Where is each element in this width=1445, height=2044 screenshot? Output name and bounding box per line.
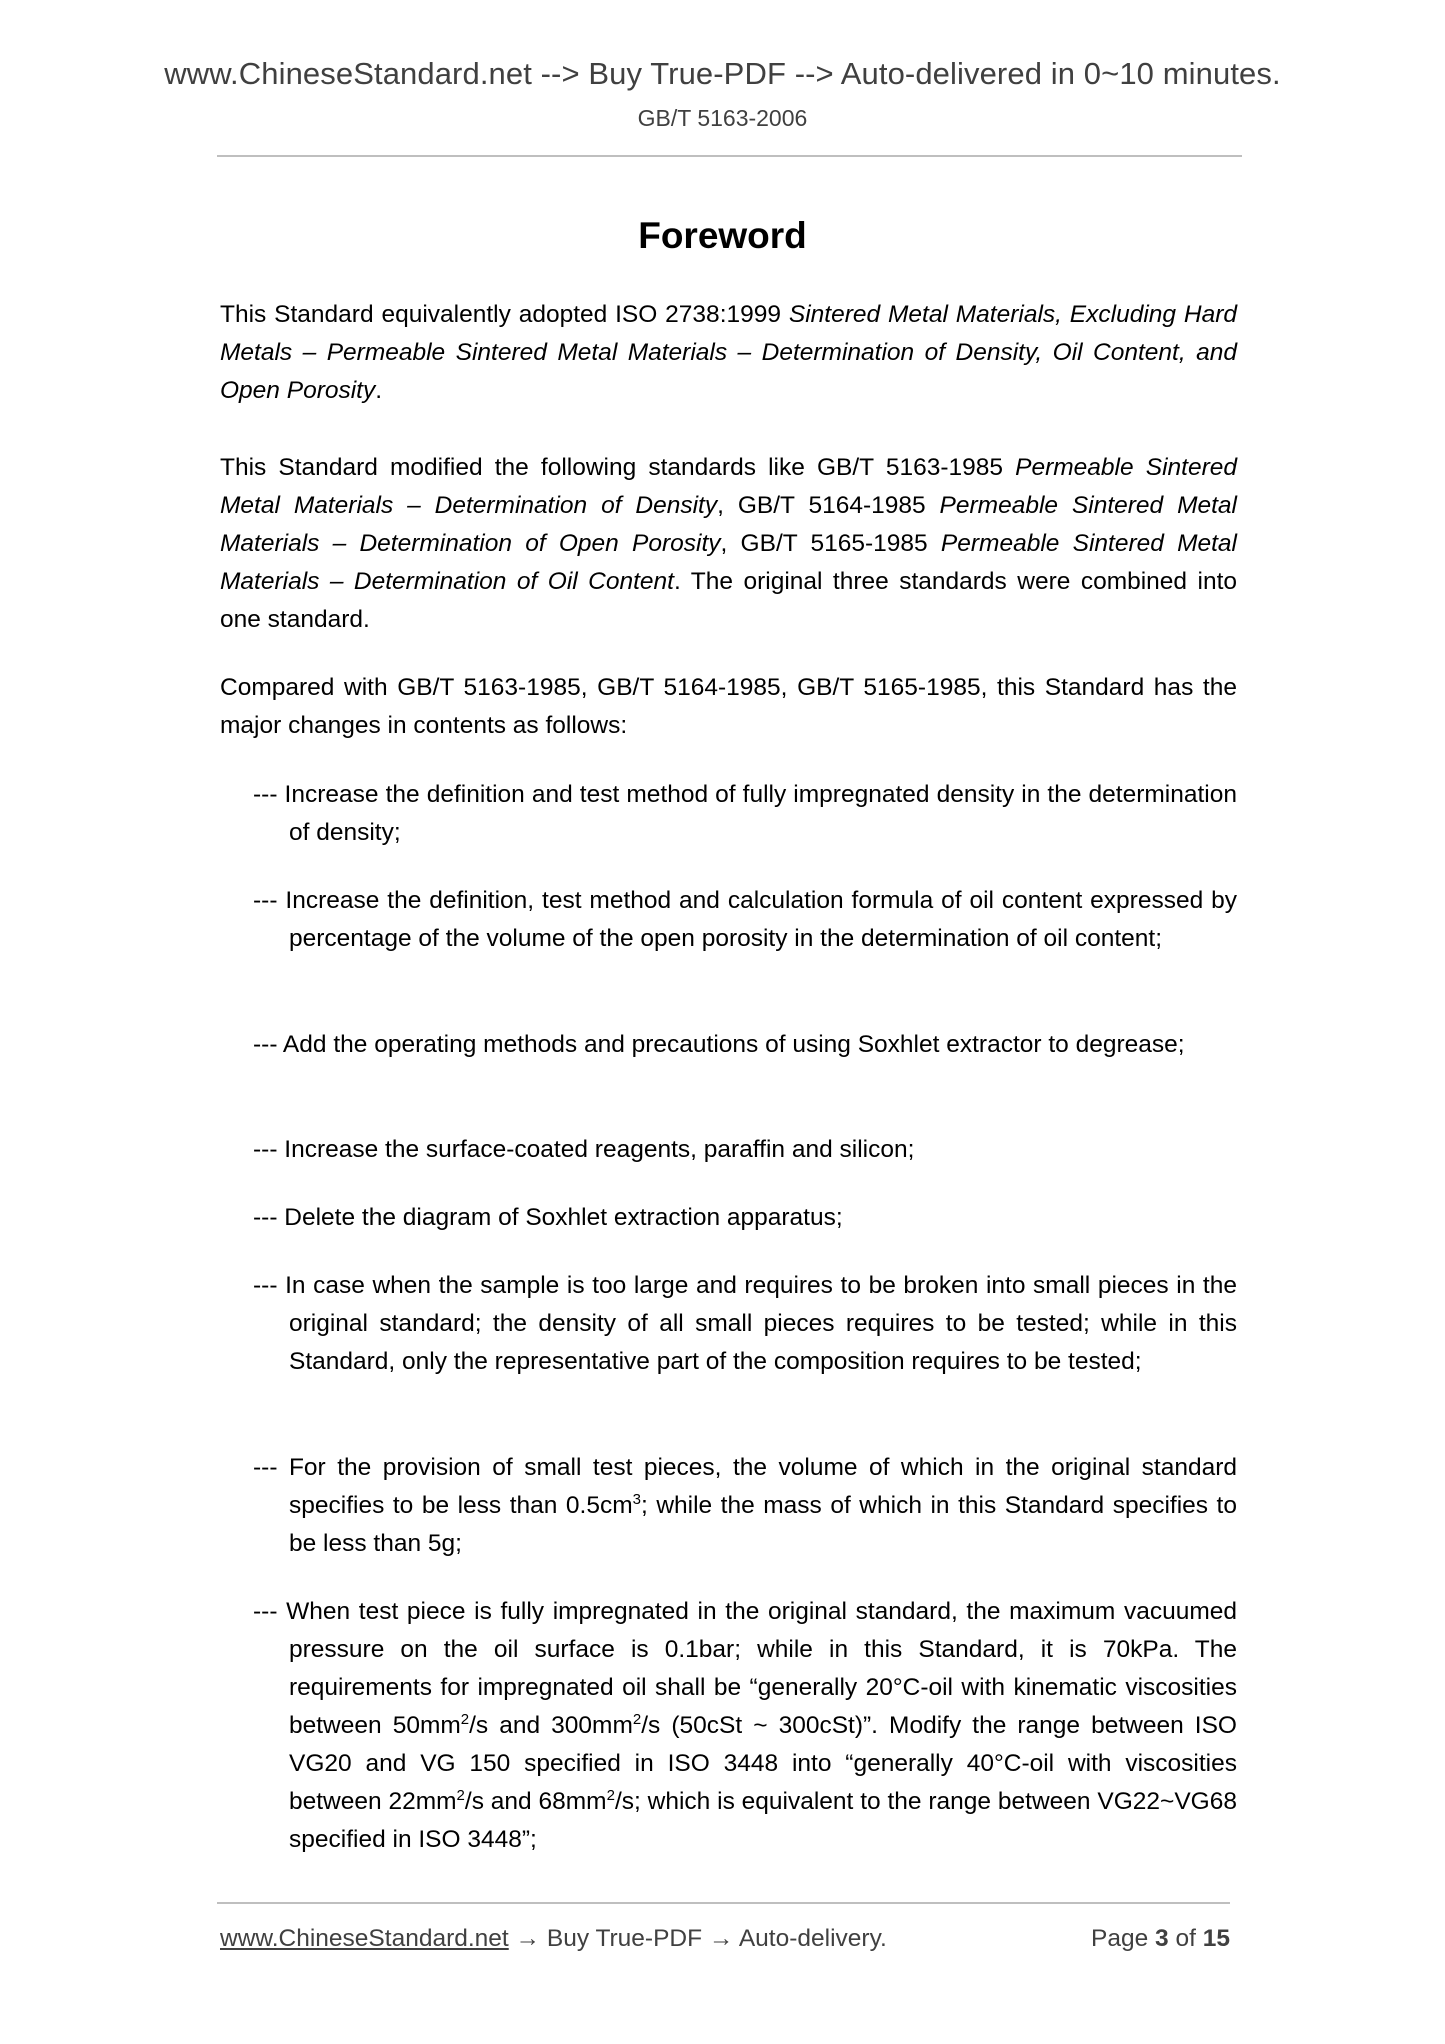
superscript: 2 [456,1786,465,1804]
text: /s and 300mm [469,1712,633,1739]
change-item [253,1593,1237,1859]
standard-title: Permeable Sintered Metal Materials – Determination of Oil Content [220,530,1237,595]
text: --- When test piece is fully impregnated in the original standard, the maximum vacuumed pressure on the oil surface is 0.1bar; while in this Standard, it is 70kPa. The requirements for impregnated oil shall be “generally 20°C-oil with kinematic viscosities between 50mm [253,1598,1237,1739]
change-item: --- Delete the diagram of Soxhlet extraction apparatus; [253,1204,843,1231]
footer [220,1925,1230,1953]
paragraph-comparison [220,669,1237,745]
footer-promo [220,1925,887,1953]
paragraph-adoption [220,296,1237,410]
change-item: --- In case when the sample is too large and requires to be broken into small pieces in the original standard; the density of all small pieces requires to be tested; while in this Standard, only the representative part of the composition requires to be tested; [253,1272,1237,1375]
change-item: --- Increase the surface-coated reagents, paraffin and silicon; [253,1136,915,1163]
superscript: 3 [632,1490,641,1508]
total-pages: 15 [1202,1925,1230,1952]
text: . [375,377,383,404]
change-item: --- Add the operating methods and precautions of using Soxhlet extractor to degrease; [253,1031,1185,1058]
website-link[interactable]: www.ChineseStandard.net [220,1925,509,1952]
change-item: --- Increase the definition and test method of fully impregnated density in the determination of density; [253,781,1237,846]
page-title: Foreword [638,215,807,256]
arrow-right-icon: → [508,1925,547,1952]
change-item: --- Increase the definition, test method and calculation formula of oil content expressed by percentage of the volume of the open porosity in the determination of oil content; [253,887,1237,952]
header-banner: www.ChineseStandard.net --> Buy True-PDF --> Auto-delivered in 0~10 minutes. [164,56,1281,91]
iso-title: Sintered Metal Materials, Excluding Hard Metals – Permeable Sintered Metal Materials – Determination of Density, Oil Content, and Open Porosity [220,301,1237,404]
superscript: 2 [606,1786,615,1804]
text: /s; which is equivalent to the range between VG22~VG68 specified in ISO 3448”; [289,1788,1237,1853]
footer-divider [217,1902,1230,1904]
superscript: 2 [460,1710,470,1728]
footer-buy-text: Buy True-PDF [546,1925,703,1952]
document-code: GB/T 5163-2006 [637,105,808,131]
superscript: 2 [632,1710,642,1728]
paragraph-modified-standards [220,449,1237,639]
page-number [1091,1925,1230,1953]
text: ; while the mass of which in this Standard specifies to be less than 5g; [289,1492,1237,1557]
text: Compared with GB/T 5163-1985, GB/T 5164-1985, GB/T 5165-1985, this Standard has the major changes in contents as follows: [220,674,1237,739]
header-divider [217,155,1242,157]
text: /s (50cSt ~ 300cSt)”. Modify the range between ISO VG20 and VG 150 specified in ISO 3448 into “generally 40°C-oil with viscosities between 22mm [289,1712,1237,1815]
footer-delivery-text: Auto-delivery. [738,1925,887,1952]
page-of: of [1168,1925,1203,1952]
change-item [253,1449,1237,1563]
text: . The original three standards were combined into one standard. [220,568,1237,633]
page-label: Page [1091,1925,1156,1952]
text: /s and 68mm [464,1788,607,1815]
text: --- For the provision of small test pieces, the volume of which in the original standard specifies to be less than 0.5cm [253,1454,1237,1519]
current-page: 3 [1155,1925,1169,1952]
standard-title: Permeable Sintered Metal Materials – Determination of Density [220,454,1237,519]
text: , GB/T 5165-1985 [720,530,941,557]
text: This Standard equivalently adopted ISO 2738:1999 [220,301,789,328]
text: , GB/T 5164-1985 [717,492,940,519]
text: This Standard modified the following standards like GB/T 5163-1985 [220,454,1016,481]
arrow-right-icon: → [702,1925,739,1952]
standard-title: Permeable Sintered Metal Materials – Determination of Open Porosity [220,492,1237,557]
